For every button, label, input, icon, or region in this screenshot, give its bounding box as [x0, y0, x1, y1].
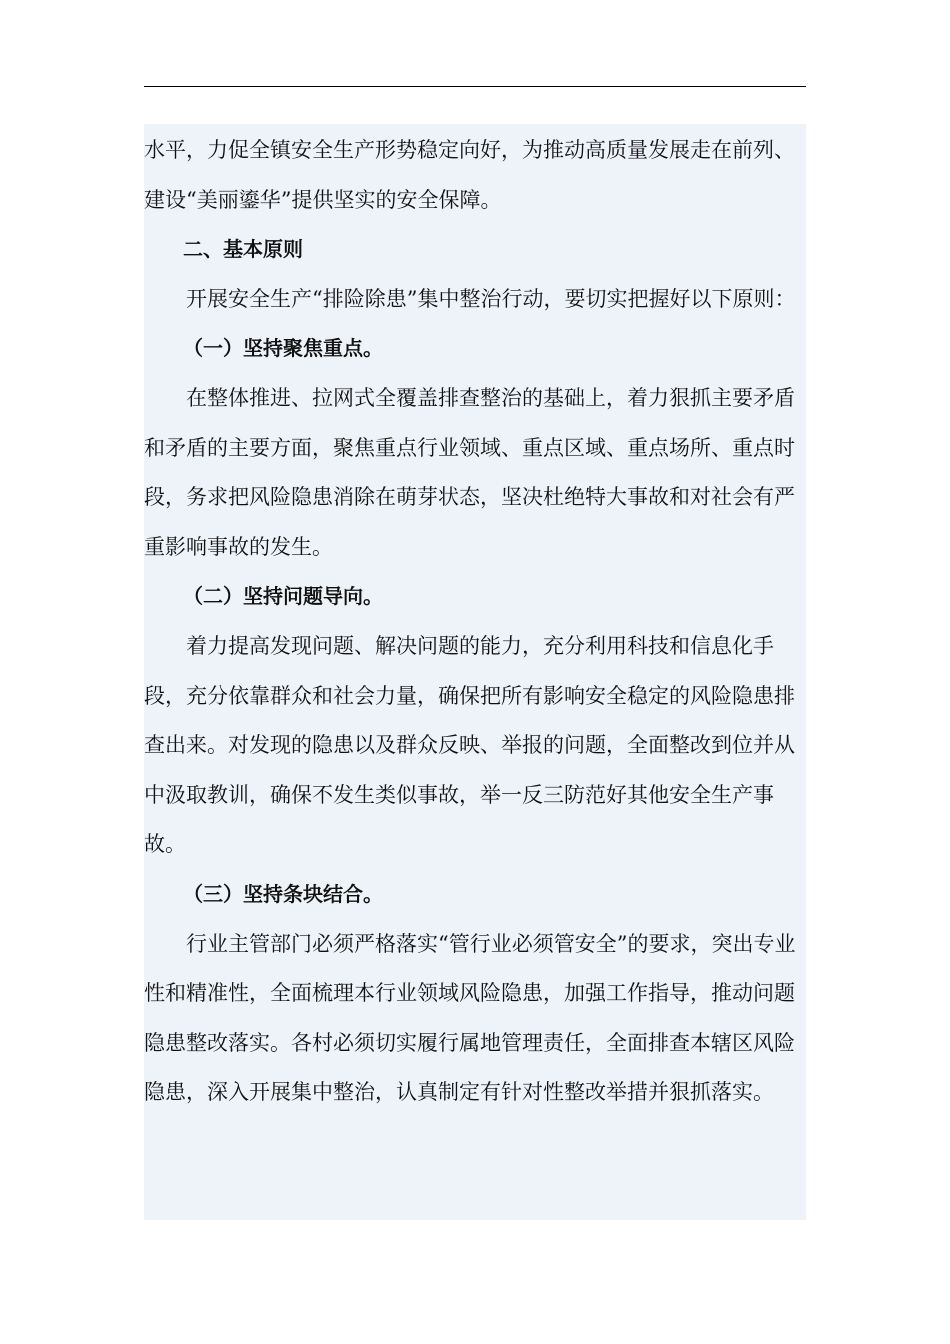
header-rule [144, 86, 806, 87]
paragraph-problem-oriented: 着力提高发现问题、解决问题的能力，充分利用科技和信息化手段，充分依靠群众和社会力量，确保把所有影响安全稳定的风险隐患排查出来。对发现的隐患以及群众反映、举报的问题，全面整改到位并从中汲取教训，确保不发生类似事故，举一反三防范好其他安全生产事故。 [144, 633, 795, 857]
paragraph-coordination: 行业主管部门必须严格落实“管行业必须管安全”的要求，突出专业性和精准性，全面梳理本行业领域风险隐患，加强工作指导，推动问题隐患整改落实。各村必须切实履行属地管理责任，全面排查本辖区风险隐患，深入开展集中整治，认真制定有针对性整改举措并狠抓落实。 [144, 931, 796, 1105]
section-heading-basic-principles: 二、基本原则 [183, 237, 303, 262]
paragraph-principles-intro: 开展安全生产“排险除患”集中整治行动，要切实把握好以下原则： [186, 286, 796, 311]
subheading-focus-key-points: （一）坚持聚焦重点。 [183, 336, 383, 361]
paragraph-continuation: 水平，力促全镇安全生产形势稳定向好，为推动高质量发展走在前列、建设“美丽鎏华”提供坚实的安全保障。 [144, 138, 795, 212]
document-body [144, 126, 806, 1118]
subheading-problem-oriented: （二）坚持问题导向。 [183, 584, 383, 609]
subheading-coordination: （三）坚持条块结合。 [183, 881, 383, 906]
paragraph-focus-key-points: 在整体推进、拉网式全覆盖排查整治的基础上，着力狠抓主要矛盾和矛盾的主要方面，聚焦重点行业领域、重点区域、重点场所、重点时段，务求把风险隐患消除在萌芽状态，坚决杜绝特大事故和对社会有严重影响事故的发生。 [144, 385, 795, 559]
